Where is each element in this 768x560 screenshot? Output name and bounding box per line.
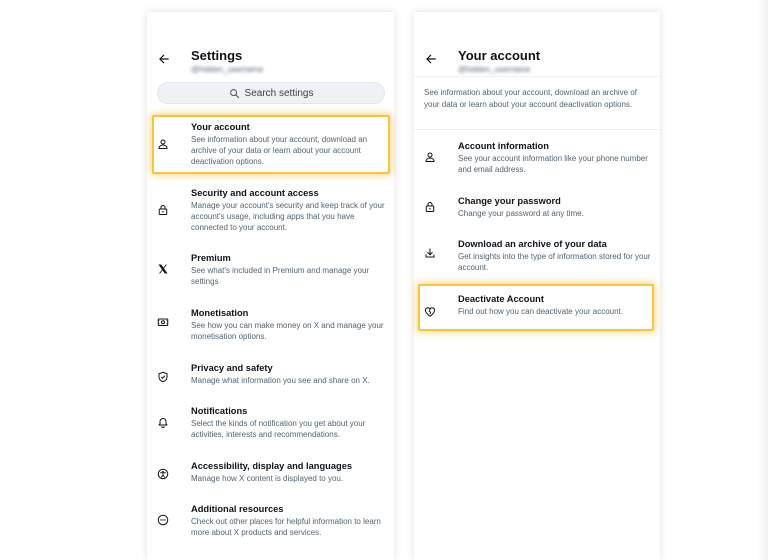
item-description: Get insights into the type of information stored for your account. [458,252,651,272]
item-label: Deactivate Account [458,294,544,304]
settings-item-your-account[interactable] [147,122,394,172]
item-label: Change your password [458,196,561,206]
page-title: Your account [458,48,541,63]
account-item-account-information[interactable] [414,141,660,179]
money-icon [157,316,169,328]
download-icon [424,247,436,259]
section-divider [414,129,660,130]
account-item-change-password[interactable] [414,196,660,224]
person-icon [157,138,169,150]
item-label: Notifications [191,406,248,416]
item-description: See what's included in Premium and manage your settings [191,266,370,286]
item-label: Your account [191,122,250,132]
edge-shadow [757,0,768,560]
accessibility-icon [157,468,169,480]
account-item-deactivate-account[interactable] [414,294,660,324]
item-description: Check out other places for helpful information to learn more about X products and services. [191,517,381,537]
search-icon [229,88,240,99]
item-label: Download an archive of your data [458,239,607,249]
header-divider [414,76,660,77]
shield-icon [157,371,169,383]
item-label: Premium [191,253,231,263]
item-description: See how you can make money on X and manage your monetisation options. [191,321,384,341]
lock-icon [424,201,436,213]
item-label: Security and account access [191,188,319,198]
settings-item-security[interactable] [147,188,394,243]
your-account-header [414,12,660,76]
x-logo-icon [157,263,169,275]
user-handle: @hidden_username [458,65,531,74]
search-placeholder: Search settings [244,87,314,99]
item-description: See your account information like your phone number and email address. [458,154,648,174]
bell-icon [157,416,169,428]
settings-item-additional-resources[interactable] [147,504,394,544]
intro-text: See information about your account, download an archive of your data or learn about your account deactivation options. [424,88,638,109]
item-description: Change your password at any time. [458,209,584,218]
settings-item-accessibility[interactable] [147,461,394,491]
back-arrow-icon[interactable] [157,52,171,66]
your-account-panel [414,12,660,560]
item-description: Manage what information you see and share on X. [191,376,370,385]
item-label: Accessibility, display and languages [191,461,353,471]
back-arrow-icon[interactable] [424,52,438,66]
broken-heart-icon [424,306,436,318]
search-settings-input[interactable] [157,82,385,104]
item-description: Select the kinds of notification you get about your activities, interests and recommendations. [191,419,366,439]
lock-icon [157,204,169,216]
settings-panel [147,12,394,560]
person-icon [424,151,436,163]
item-description: Manage your account's security and keep track of your account's usage, including apps that you have connected to your account. [191,201,385,232]
settings-item-notifications[interactable] [147,406,394,448]
settings-header [147,12,394,76]
item-description: See information about your account, download an archive of your data or learn about your account deactivation options. [191,135,368,166]
item-label: Additional resources [191,504,284,514]
settings-item-privacy[interactable] [147,363,394,393]
item-label: Monetisation [191,308,249,318]
settings-item-monetisation[interactable] [147,308,394,348]
page-title: Settings [191,48,243,63]
account-item-download-archive[interactable] [414,239,660,279]
item-label: Privacy and safety [191,363,273,373]
item-description: Manage how X content is displayed to you. [191,474,344,483]
settings-item-premium[interactable] [147,253,394,293]
more-icon [157,514,169,526]
item-label: Account information [458,141,549,151]
user-handle: @hidden_username [191,65,264,74]
item-description: Find out how you can deactivate your account. [458,307,623,316]
